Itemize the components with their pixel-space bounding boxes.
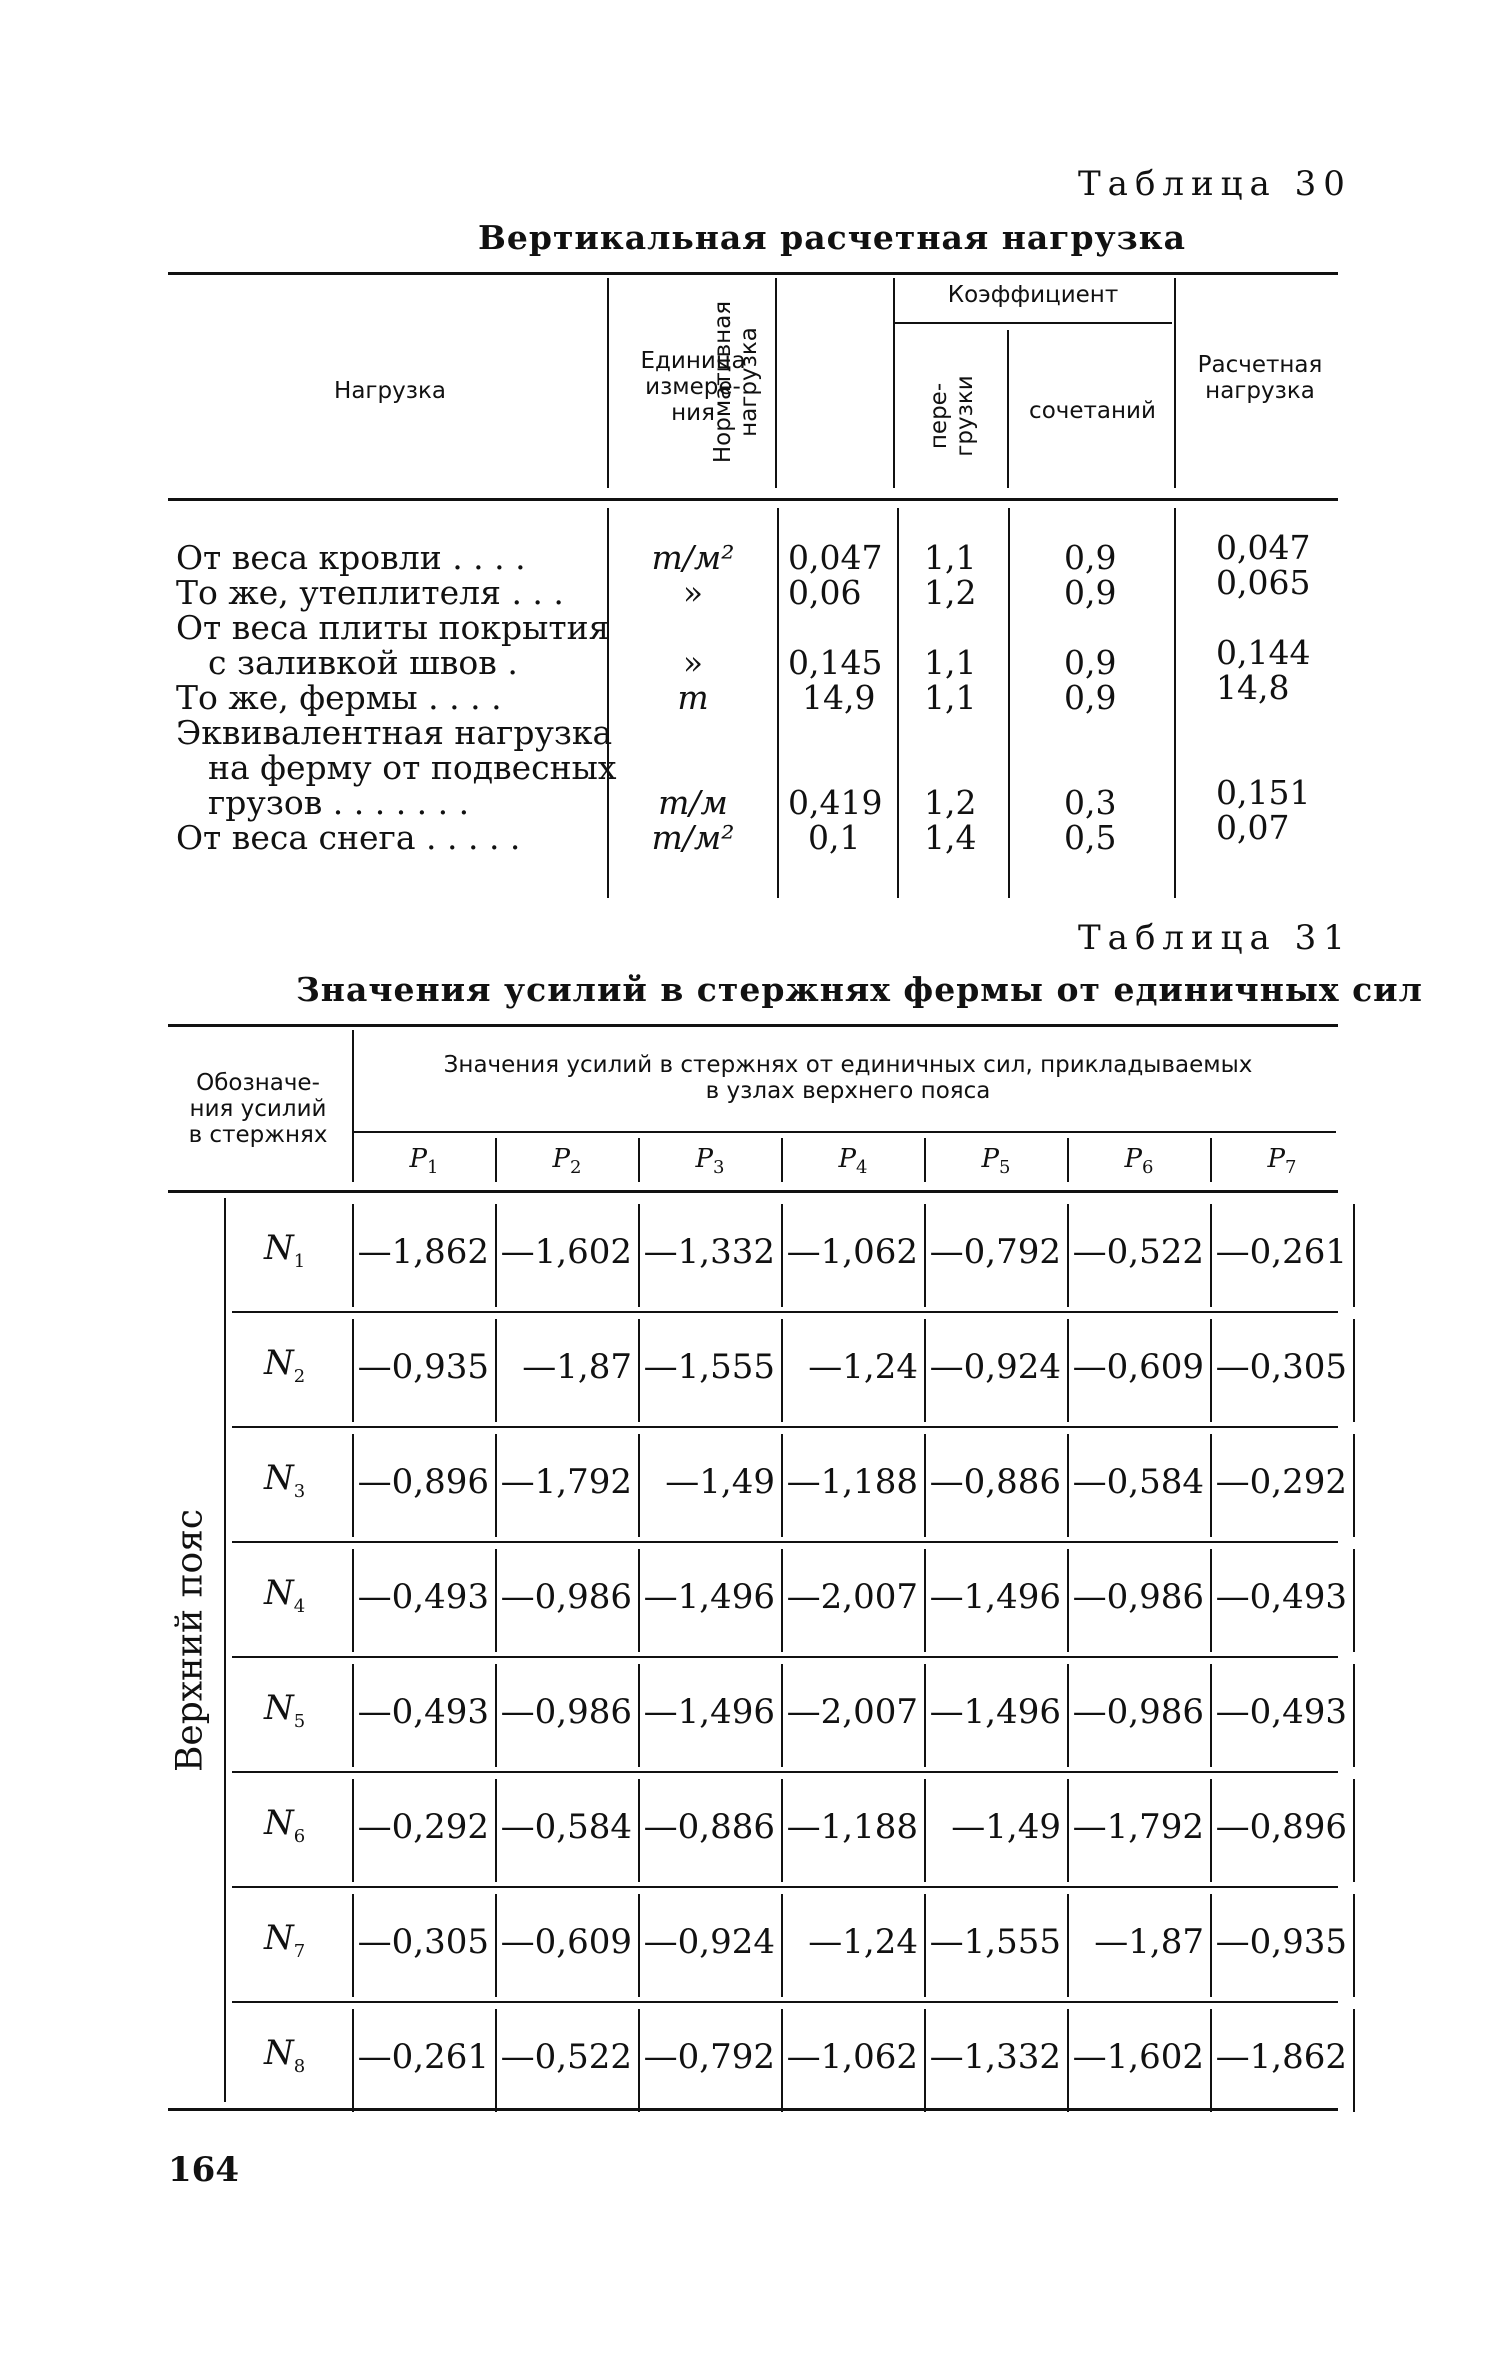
table-cell: —0,609: [1072, 1347, 1204, 1387]
table-cell: —0,584: [1072, 1462, 1204, 1502]
table-cell: —0,896: [357, 1462, 489, 1502]
table-cell: —1,24: [808, 1347, 918, 1387]
t30-label: грузов . . . . . . .: [208, 783, 470, 822]
table-cell: —1,792: [500, 1462, 632, 1502]
t30-combination: 0,9: [1064, 643, 1117, 682]
t30-combination: 0,9: [1064, 573, 1117, 612]
table-cell: —2,007: [786, 1577, 918, 1617]
table-cell: —0,935: [357, 1347, 489, 1387]
row-label: $N_6$: [264, 1803, 306, 1847]
t30-unit: т/м: [658, 783, 728, 822]
t30-unit: т/м²: [651, 818, 735, 857]
t30-norm: 0,1: [808, 818, 861, 857]
t30-label: От веса плиты покрытия: [176, 608, 610, 647]
t30-norm: 0,419: [788, 783, 883, 822]
table-cell: —0,584: [500, 1807, 632, 1847]
t30-design: 0,151: [1216, 773, 1311, 812]
table-cell: —0,609: [500, 1922, 632, 1962]
header-force-p5: $P_5$: [981, 1144, 1011, 1179]
table-cell: —0,924: [929, 1347, 1061, 1387]
row-label: $N_5$: [264, 1688, 306, 1732]
table-cell: —1,555: [929, 1922, 1061, 1962]
t30-overload: 1,2: [924, 573, 977, 612]
table-cell: —1,24: [808, 1922, 918, 1962]
header-combination: сочетаний: [1029, 398, 1156, 424]
table-cell: —0,261: [357, 2037, 489, 2077]
table-cell: —1,602: [500, 1232, 632, 1272]
table-cell: —0,986: [500, 1577, 632, 1617]
table-cell: —1,792: [1072, 1807, 1204, 1847]
table-cell: —2,007: [786, 1692, 918, 1732]
row-label: $N_1$: [264, 1228, 306, 1272]
t30-unit: »: [682, 643, 704, 682]
row-label: $N_3$: [264, 1458, 306, 1502]
table-cell: —0,792: [643, 2037, 775, 2077]
header-values: Значения усилий в стержнях от единичных сил, прикладываемых в узлах верхнего пояса: [443, 1052, 1253, 1104]
t30-norm: 0,145: [788, 643, 883, 682]
t30-label: на ферму от подвесных: [208, 748, 617, 787]
t30-design: 0,065: [1216, 563, 1311, 602]
t30-combination: 0,3: [1064, 783, 1117, 822]
table-cell: —1,332: [643, 1232, 775, 1272]
t30-label: От веса кровли . . . .: [176, 538, 526, 577]
table-cell: —0,896: [1215, 1807, 1347, 1847]
header-force-p2: $P_2$: [552, 1144, 582, 1179]
header-normative: Нормативная нагрузка: [710, 300, 762, 464]
table-cell: —0,986: [1072, 1577, 1204, 1617]
t30-unit: т/м²: [651, 538, 735, 577]
header-designation: Обозначе- ния усилий в стержнях: [188, 1070, 328, 1148]
t30-label: То же, утеплителя . . .: [176, 573, 564, 612]
t30-combination: 0,9: [1064, 678, 1117, 717]
t30-label: От веса снега . . . . .: [176, 818, 521, 857]
table-cell: —1,332: [929, 2037, 1061, 2077]
table30-caption: Таблица 30: [1078, 164, 1352, 204]
table-cell: —1,496: [643, 1692, 775, 1732]
table-cell: —1,87: [522, 1347, 632, 1387]
t30-overload: 1,1: [924, 643, 977, 682]
table-cell: —0,886: [929, 1462, 1061, 1502]
table-cell: —1,49: [665, 1462, 775, 1502]
table-cell: —0,261: [1215, 1232, 1347, 1272]
table30-title: Вертикальная расчетная нагрузка: [478, 218, 1186, 257]
table-cell: —1,49: [951, 1807, 1061, 1847]
table-cell: —1,602: [1072, 2037, 1204, 2077]
table-cell: —1,062: [786, 2037, 918, 2077]
t30-overload: 1,1: [924, 678, 977, 717]
header-force-p7: $P_7$: [1267, 1144, 1297, 1179]
t30-design: 14,8: [1216, 668, 1290, 707]
t30-norm: 0,047: [788, 538, 883, 577]
table-cell: —0,292: [357, 1807, 489, 1847]
table-cell: —1,188: [786, 1462, 918, 1502]
table31-title: Значения усилий в стержнях фермы от единичных сил: [296, 970, 1423, 1009]
table-cell: —0,305: [357, 1922, 489, 1962]
t30-design: 0,047: [1216, 528, 1311, 567]
table-cell: —1,87: [1094, 1922, 1204, 1962]
t30-label: То же, фермы . . . .: [176, 678, 502, 717]
table-cell: —0,493: [357, 1692, 489, 1732]
table-cell: —0,522: [500, 2037, 632, 2077]
table-cell: —0,292: [1215, 1462, 1347, 1502]
t30-norm: 0,06: [788, 573, 862, 612]
header-force-p1: $P_1$: [409, 1144, 439, 1179]
header-force-p6: $P_6$: [1124, 1144, 1154, 1179]
t30-label: Эквивалентная нагрузка: [176, 713, 613, 752]
header-force-p3: $P_3$: [695, 1144, 725, 1179]
table-cell: —0,986: [500, 1692, 632, 1732]
table-cell: —1,862: [357, 1232, 489, 1272]
table-cell: —0,924: [643, 1922, 775, 1962]
t30-unit: »: [682, 573, 704, 612]
row-label: $N_8$: [264, 2033, 306, 2077]
t30-overload: 1,4: [924, 818, 977, 857]
header-overload: пере- грузки: [926, 375, 978, 457]
t30-unit: т: [677, 678, 709, 717]
table31-caption: Таблица 31: [1078, 918, 1352, 958]
header-load: Нагрузка: [334, 378, 446, 404]
header-coefficient: Коэффициент: [947, 282, 1119, 308]
t30-design: 0,144: [1216, 633, 1311, 672]
table-cell: —0,792: [929, 1232, 1061, 1272]
table-cell: —0,493: [1215, 1692, 1347, 1732]
header-design: Расчетная нагрузка: [1197, 352, 1323, 404]
header-force-p4: $P_4$: [838, 1144, 868, 1179]
table-cell: —0,305: [1215, 1347, 1347, 1387]
table-cell: —1,496: [929, 1692, 1061, 1732]
group-label-top-chord: Верхний пояс: [169, 1508, 211, 1773]
header-unit: Единица измере- ния: [640, 348, 746, 426]
table-cell: —0,493: [1215, 1577, 1347, 1617]
table-cell: —1,496: [929, 1577, 1061, 1617]
table-cell: —1,555: [643, 1347, 775, 1387]
t30-design: 0,07: [1216, 808, 1290, 847]
t30-overload: 1,2: [924, 783, 977, 822]
row-label: $N_4$: [264, 1573, 306, 1617]
table-cell: —0,493: [357, 1577, 489, 1617]
table-cell: —0,886: [643, 1807, 775, 1847]
table-cell: —0,522: [1072, 1232, 1204, 1272]
table-cell: —0,986: [1072, 1692, 1204, 1732]
t30-overload: 1,1: [924, 538, 977, 577]
t30-combination: 0,9: [1064, 538, 1117, 577]
row-label: $N_7$: [264, 1918, 306, 1962]
table-cell: —1,862: [1215, 2037, 1347, 2077]
table-cell: —1,062: [786, 1232, 918, 1272]
t30-combination: 0,5: [1064, 818, 1117, 857]
row-label: $N_2$: [264, 1343, 306, 1387]
table-cell: —1,496: [643, 1577, 775, 1617]
page-number: 164: [168, 2150, 239, 2190]
t30-norm: 14,9: [802, 678, 876, 717]
t30-label: с заливкой швов .: [208, 643, 518, 682]
table-cell: —1,188: [786, 1807, 918, 1847]
table-cell: —0,935: [1215, 1922, 1347, 1962]
